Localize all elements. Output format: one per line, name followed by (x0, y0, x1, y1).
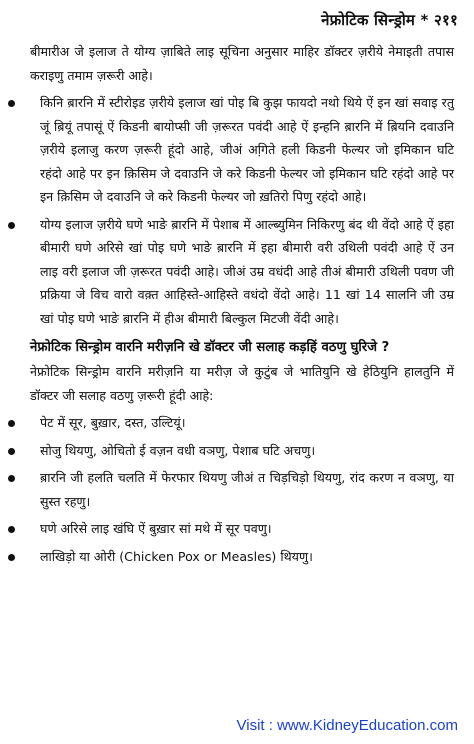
list-item (30, 466, 454, 513)
list-item-text: लाखिड़ो या ओरी (Chicken Pox or Measles) थियणु। (40, 548, 313, 564)
bullet-icon (8, 420, 15, 427)
intro-paragraph: बीमारीअ जे इलाज ते योग्य ज़ाबिते लाइ सूचिना अनुसार माहिर डॉक्टर ज़रीये नेमाइती तपास कराइणु तमाम ज़रूरी आहे। (30, 44, 454, 83)
bullet-icon (8, 222, 15, 229)
list-item (30, 545, 454, 569)
list-item (30, 91, 454, 209)
bullet-icon (8, 475, 15, 482)
list-item-text: किनि ब़ारनि में स्टीरोइड ज़रीये इलाज खां पोइ बि कुझ फायदो नथो थिये ऐं इन खां सवाइ रतु जूं ब़ियूं तपासूं ऐं किडनी बायोप्सी जी ज़रूरत पवंदी आहे ऐं इन्हनि ब़ारनि में ब़ियनि दवाउनि ज़रीये इलाजु करण ज़रूरी हूंदो आहे, जीअं अगि़ते हली किडनी फेल्यर जो इमिकान घटि रहंदो आहे पर इन क़िसिम जे दवाउनि जे करे किडनी फेल्यर जो इमिकान घटि रहंदो आहे पर इन क़िसिम जे दवाउनि जे करे किडनी फेल्यर जो ख़तिरो पिणु रहंदो आहे। (40, 95, 454, 204)
section-heading: नेफ्रोटिक सिन्ड्रोम वारनि मरीज़नि खे डॉक्टर जी सलाह कड़हिं वठणु घुरिजे ? (30, 340, 390, 355)
list-item-text: घणे अरिसे लाइ खंघि ऐं बुख़ार सां मथे में सूर पवणु। (40, 521, 272, 536)
list-item-text: योग्य इलाज ज़रीये घणे भाङे ब़ारनि में पेशाब में आल्ब्युमिन निकिरणु बंद थी वेंदो आहे ऐं इहा बीमारी घणे अरिसे खां पोइ घणे भाङे ब़ारनि में इहा बीमारी वरी उथिली पवंदी आहे ऐं उन लाइ वरी इलाज जी ज़रूरत पवंदी आहे। जीअं उम्र वधंदी आहे तीअं बीमारी उथिली पवण जी प्रक्रिया जे विच वारो वक़्त आहिस्ते-आहिस्ते वधंदो वेंदो आहे। 11 खां 14 सालनि जी उम्र खां पोइ घणे भाङे ब़ारनि में हीअ बीमारी बिल्कुल मिटजी वेंदी आहे। (40, 216, 454, 326)
bullet-icon (8, 526, 15, 533)
list-item (30, 213, 454, 331)
list-item-text: सोजु थियणु, ओचितो ई वज़न वधी वञणु, पेशाब घटि अचणु। (40, 442, 316, 458)
list-item-text: ब़ारनि जी हलति चलति में फेरफार थियणु जीअं त चिड़चिड़ो थियणु, रांद करण न वञणु, या सुस्त रहणु। (40, 470, 454, 509)
section-intro: नेफ्रोटिक सिन्ड्रोम वारनि मरीज़नि या मरीज़ जे कुटुंब जे भातियुनि खे हेठियुनि हालतुनि में डॉक्टर जी सलाह वठणु ज़रूरी हूंदी आहे: (30, 364, 454, 403)
running-header: नेफ्रोटिक सिन्ड्रोम * २११ (321, 11, 458, 29)
list-item-text: पेट में सूर, बुख़ार, दस्त, उल्टियूं। (40, 415, 186, 430)
footer-website-link[interactable]: Visit : www.KidneyEducation.com (236, 717, 458, 734)
bullet-icon (8, 554, 15, 561)
bullet-list-b (30, 411, 454, 568)
list-item (30, 517, 454, 541)
list-item (30, 439, 454, 463)
list-item (30, 411, 454, 435)
bullet-icon (8, 100, 15, 107)
page-body (30, 40, 454, 568)
bullet-list-a (30, 91, 454, 330)
bullet-icon (8, 448, 15, 455)
